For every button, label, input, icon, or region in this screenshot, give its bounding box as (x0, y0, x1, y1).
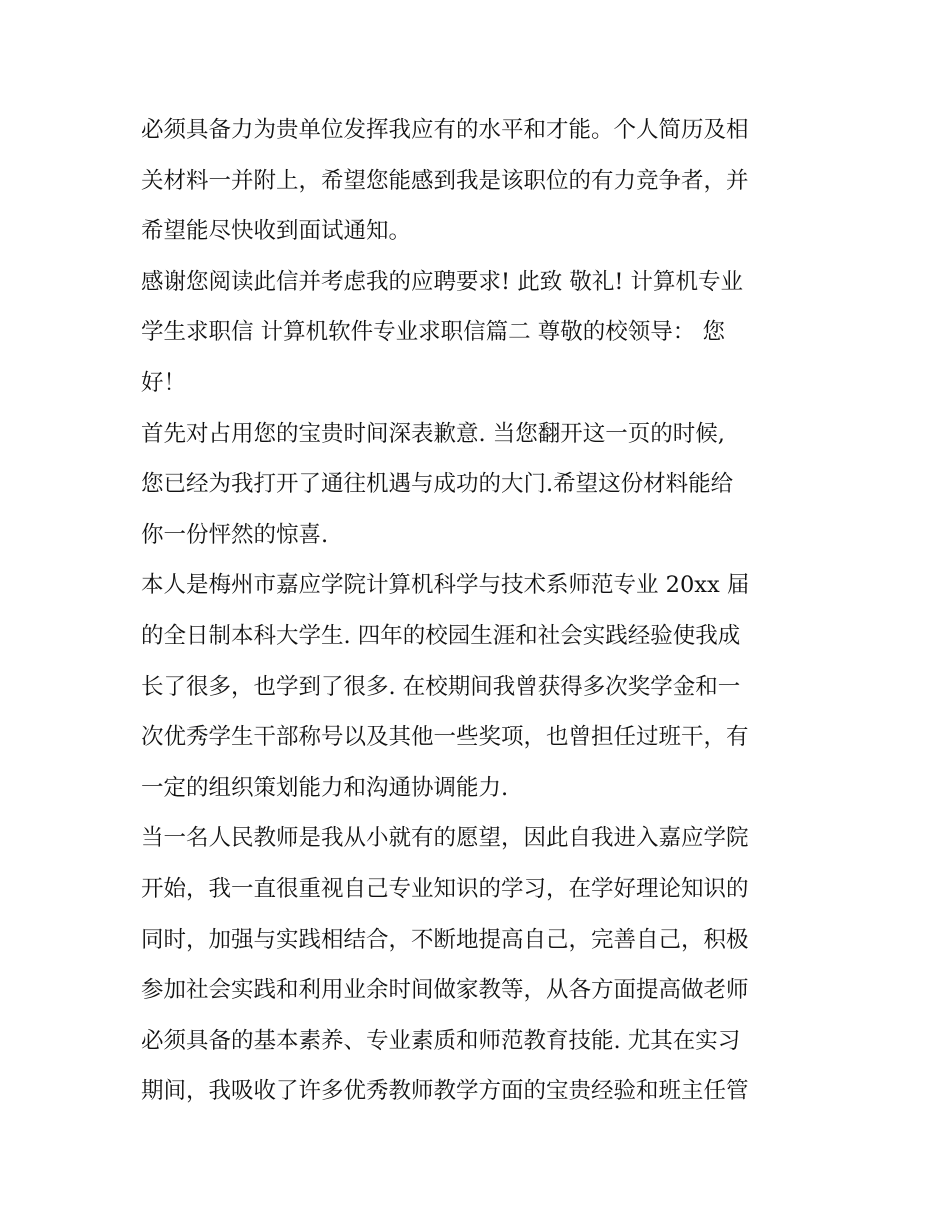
text-line: 本人是梅州市嘉应学院计算机科学与技术系师范专业 20xx 届 (141, 572, 750, 599)
text-line: 当一名人民教师是我从小就有的愿望，因此自我进入嘉应学院 (141, 825, 749, 852)
text-line: 感谢您阅读此信并考虑我的应聘要求! 此致 敬礼! 计算机专业 (141, 268, 744, 295)
text-line: 关材料一并附上，希望您能感到我是该职位的有力竞争者，并 (141, 167, 749, 194)
text-line: 您已经为我打开了通往机遇与成功的大门.希望这份材料能给 (141, 471, 734, 498)
text-line: 的全日制本科大学生. 四年的校园生涯和社会实践经验使我成 (141, 622, 741, 649)
text-line: 你一份怦然的惊喜. (141, 521, 329, 548)
text-line: 次优秀学生干部称号以及其他一些奖项，也曾担任过班干，有 (141, 724, 749, 751)
text-line: 参加社会实践和利用业余时间做家教等，从各方面提高做老师 (141, 977, 749, 1004)
text-line: 希望能尽快收到面试通知。 (141, 218, 412, 245)
text-line: 必须具备的基本素养、专业素质和师范教育技能. 尤其在实习 (141, 1027, 741, 1054)
text-line: 同时，加强与实践相结合，不断地提高自己，完善自己，积极 (141, 926, 749, 953)
text-line: 开始，我一直很重视自己专业知识的学习，在学好理论知识的 (141, 875, 749, 902)
text-line: 必须具备力为贵单位发挥我应有的水平和才能。个人简历及相 (141, 117, 749, 143)
text-line: 好！ (141, 369, 187, 396)
letter-body (141, 105, 821, 1117)
text-line: 首先对占用您的宝贵时间深表歉意. 当您翻开这一页的时候, (141, 420, 725, 447)
text-line: 长了很多，也学到了很多. 在校期间我曾获得多次奖学金和一 (141, 673, 741, 700)
text-line: 学生求职信 计算机软件专业求职信篇二 尊敬的校领导： 您 (141, 319, 725, 346)
text-line: 一定的组织策划能力和沟通协调能力. (141, 774, 509, 801)
text-line: 期间，我吸收了许多优秀教师教学方面的宝贵经验和班主任管 (141, 1078, 749, 1105)
